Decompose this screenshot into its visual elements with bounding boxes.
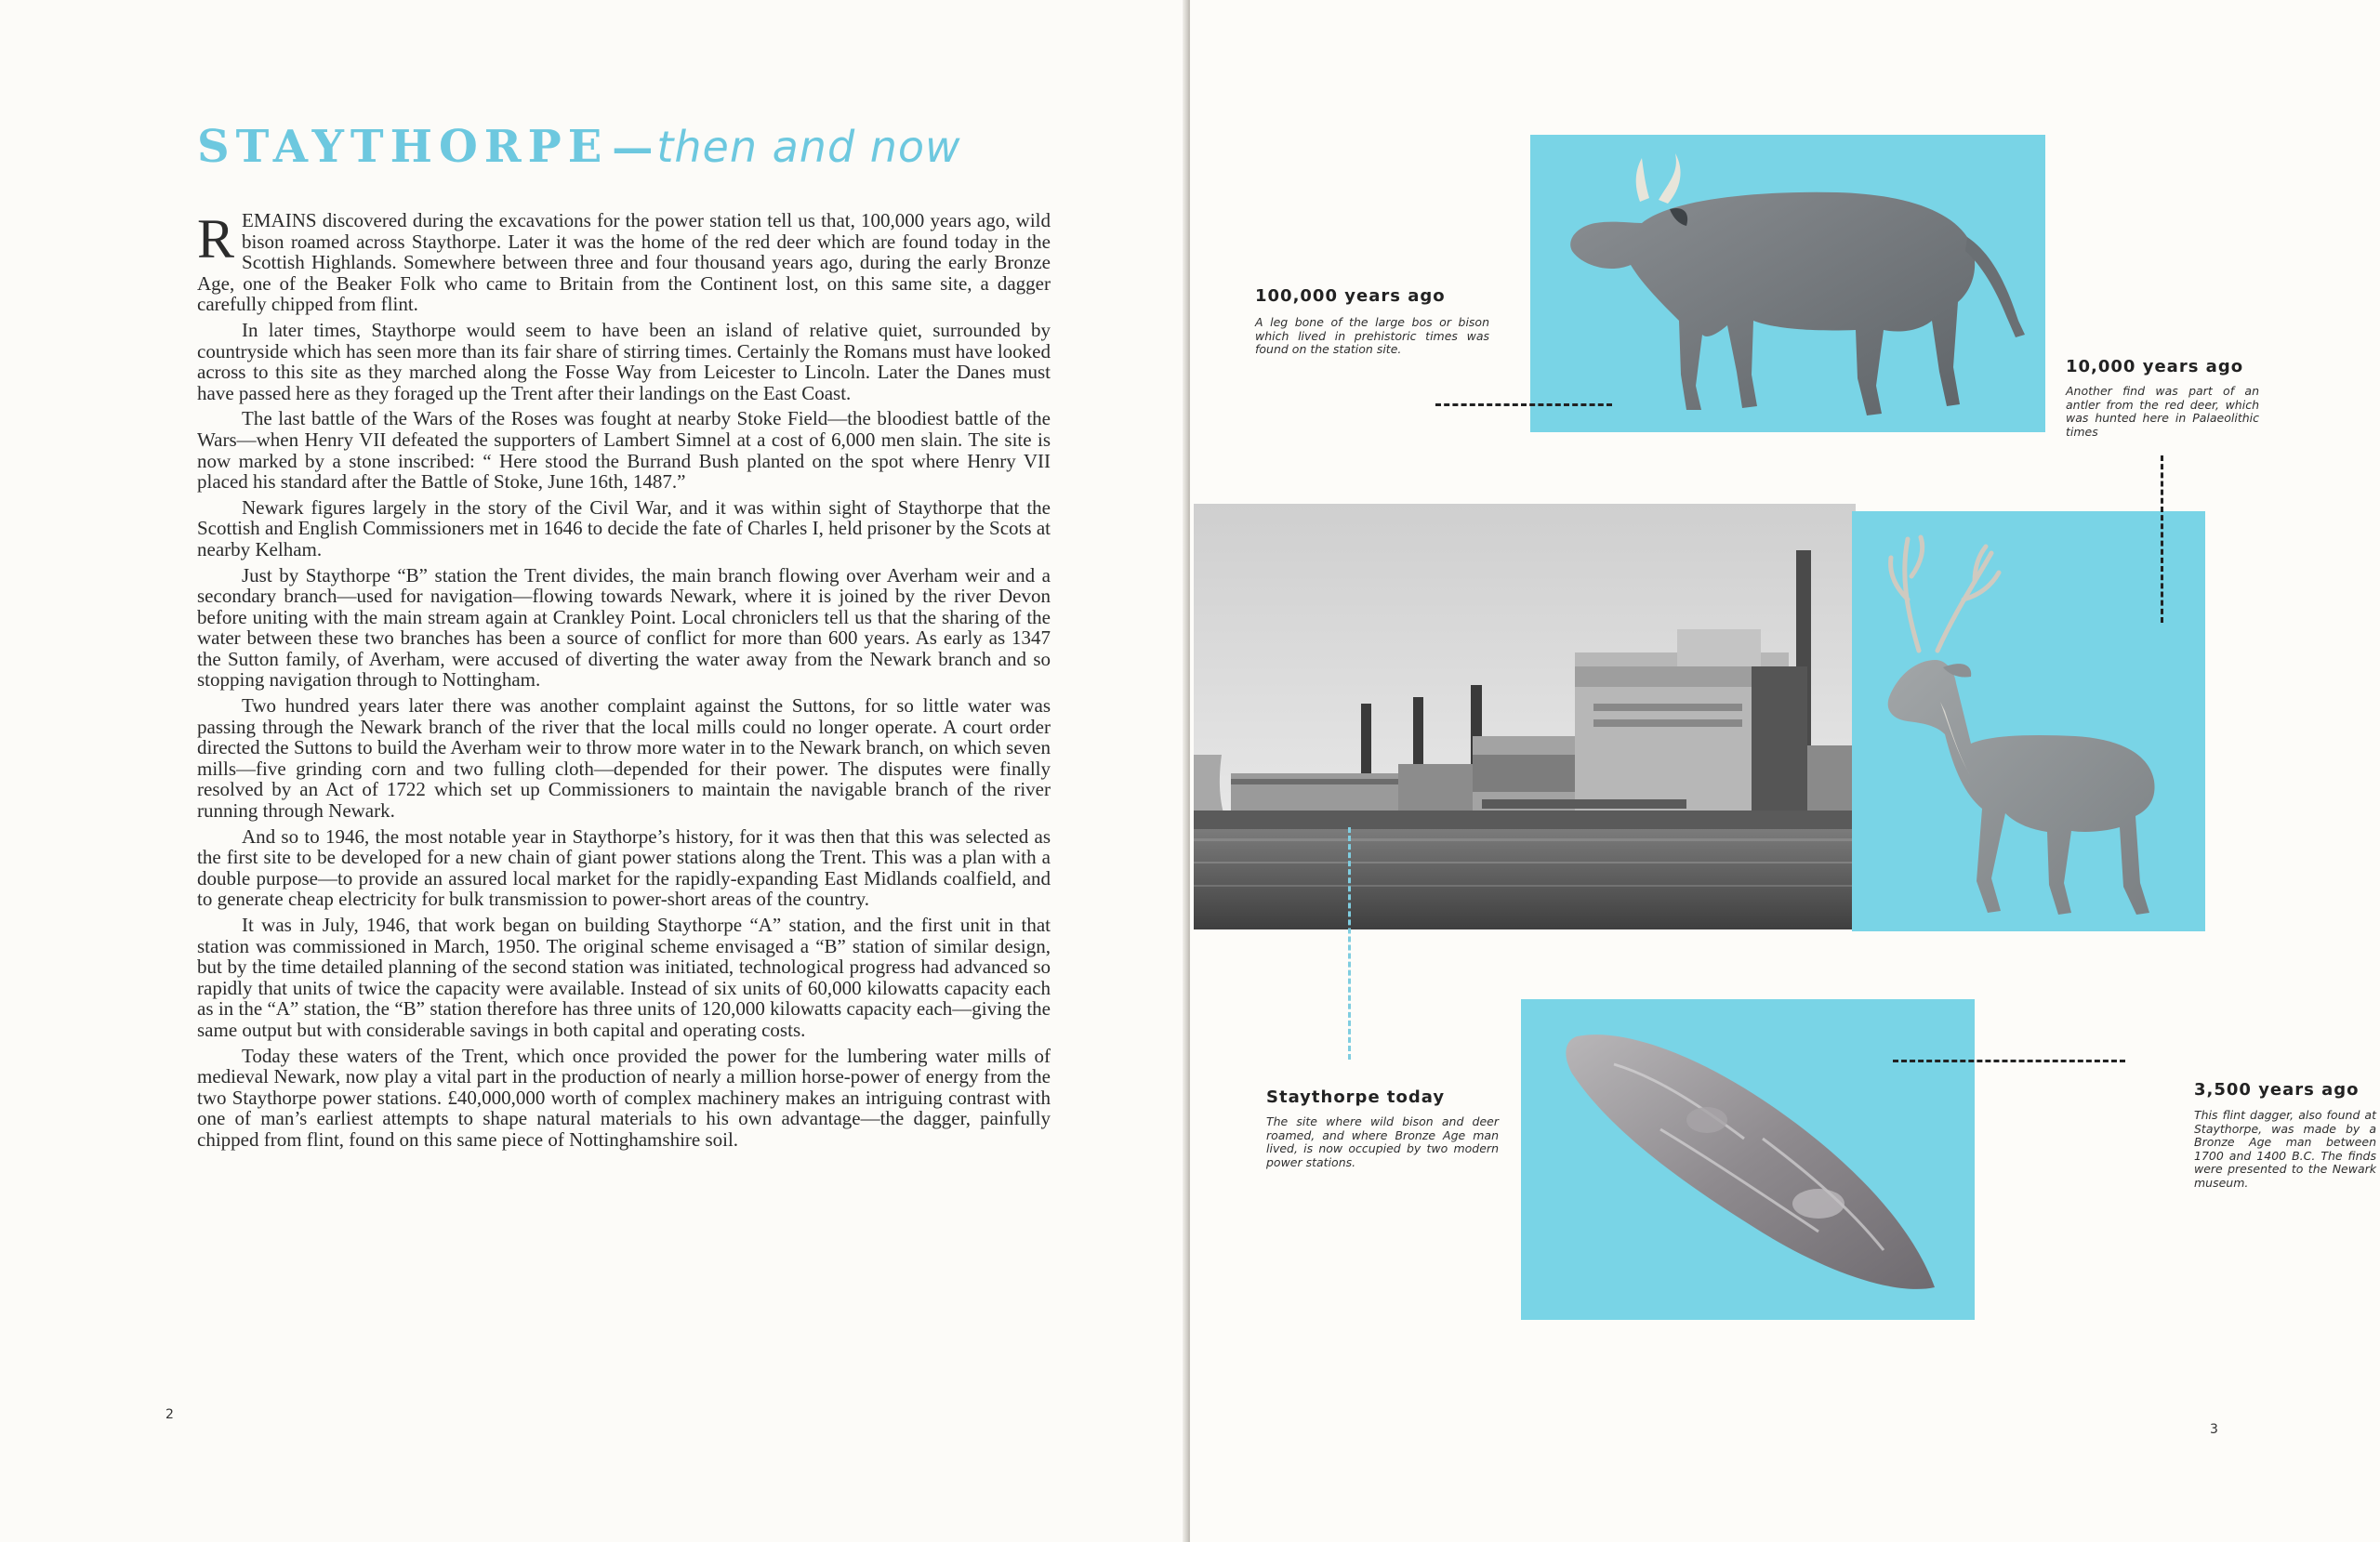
bison-figure-icon	[1530, 135, 2045, 432]
deer-figure-icon	[1852, 511, 2205, 931]
today-caption-text: The site where wild bison and deer roamed, and where Bronze Age man lived, is now occupied by two modern power stations.	[1266, 1114, 1499, 1169]
dagger-caption-heading: 3,500 years ago	[2194, 1080, 2360, 1100]
power-station-photo	[1194, 504, 1856, 929]
title-subtitle: then and now	[656, 122, 961, 172]
title-main: STAYTHORPE	[197, 121, 609, 173]
paragraph-3: The last battle of the Wars of the Roses was fought at nearby Stoke Field—the bloodiest battle of the Wars—when Henry VII defeated the supporters of Lambert Simnel at a cost of 6,000 men slain. The site is now marked by a stone inscribed: “ Here stood the Burrand Bush planted on the spot where Henry VII placed his standard after the Battle of Stoke, June 16th, 1487.”	[197, 407, 1051, 494]
paragraph-7: And so to 1946, the most notable year in Staythorpe’s history, for it was then that this was selected as the first site to be developed for a new chain of giant power stations along the Trent. This was a plan with a double purpose—to provide an assured local market for the rapidly-expanding East Midlands coalfield, and to generate cheap electricity for bulk transmission to power-short areas of the country.	[197, 824, 1051, 911]
title-dash: —	[612, 125, 654, 172]
page-title	[197, 121, 961, 173]
article-body	[197, 210, 1051, 1155]
paragraph-8: It was in July, 1946, that work began on building Staythorpe “A” station, and the first unit in that station was commissioned in March, 1950. The original scheme envisaged a “B” station of similar design, but by the time detailed planning of the second station was initiated, technological progress had advanced so rapidly that units of twice the capacity were available. Instead of six units of 60,000 kilowatts capacity each as in the “A” station, the “B” station therefore has three units of 120,000 kilowatts capacity each—giving the same output but with considerable savings in both capital and operating costs.	[197, 914, 1051, 1041]
flint-dagger-icon	[1521, 999, 1975, 1320]
paragraph-6: Two hundred years later there was another complaint against the Suttons, for so little water was passing through the Newark branch of the river that the local mills could no longer operate. A court order directed the Suttons to build the Averham weir to throw more water in to the Newark branch, on which seven mills—five grinding corn and two fulling cloth—depended for their power. The disputes were finally resolved by an Act of 1722 which set up Commissioners to maintain the navigable branch of the river running through Newark.	[197, 694, 1051, 823]
today-caption-heading: Staythorpe today	[1266, 1087, 1446, 1107]
deer-photo	[1852, 511, 2205, 931]
dagger-photo	[1521, 999, 1975, 1320]
paragraph-4: Newark figures largely in the story of the Civil War, and it was within sight of Staythorpe that the Scottish and English Commissioners met in 1646 to decide the fate of Charles I, held prisoner by the Scots at nearby Kelham.	[197, 495, 1051, 560]
bison-photo	[1530, 135, 2045, 432]
power-station-icon	[1194, 504, 1856, 929]
drop-cap: R	[197, 208, 235, 270]
deer-leader-line	[2161, 455, 2163, 623]
page-number-right: 3	[2210, 1422, 2218, 1437]
paragraph-1-text: EMAINS discovered during the excavations for the power station tell us that, 100,000 years ago, wild bison roamed across Staythorpe. Later it was the home of the red deer which are found today in the Scottish Highlands. Somewhere between three and four thousand years ago, during the early Bronze Age, one of the Beaker Folk who came to Britain from the Continent lost, on this same site, a dagger carefully chipped from flint.	[197, 209, 1051, 316]
bison-leader-line	[1435, 403, 1612, 406]
today-leader-line	[1348, 827, 1351, 1060]
paragraph-1	[197, 210, 1051, 315]
left-page	[0, 0, 1186, 1542]
bison-caption-text: A leg bone of the large bos or bison which lived in prehistoric times was found on the station site.	[1255, 315, 1489, 356]
deer-caption-text: Another find was part of an antler from the red deer, which was hunted here in Palaeolithic times	[2066, 384, 2259, 439]
bison-caption-heading: 100,000 years ago	[1255, 286, 1446, 306]
paragraph-9: Today these waters of the Trent, which once provided the power for the lumbering water mills of medieval Newark, now play a vital part in the production of nearly a million horse-power of energy from the two Staythorpe power stations. £40,000,000 worth of complex machinery makes an intriguing contrast with one of man’s earliest attempts to shape natural materials to his own advantage—the dagger, painfully chipped from flint, found on this same piece of Nottinghamshire soil.	[197, 1044, 1051, 1151]
deer-caption-heading: 10,000 years ago	[2066, 357, 2244, 376]
dagger-caption-text: This flint dagger, also found at Staythorpe, was made by a Bronze Age man between 1700 and 1400 B.C. The finds were presented to the Newark museum.	[2194, 1108, 2376, 1190]
paragraph-2: In later times, Staythorpe would seem to have been an island of relative quiet, surrounded by countryside which has seen more than its fair share of stirring times. Certainly the Romans must have looked across to this site as they marched along the Fosse Way from Leicester to Lincoln. Later the Danes must have passed here as they foraged up the Trent after their landings on the East Coast.	[197, 318, 1051, 404]
page-number-left: 2	[165, 1407, 174, 1422]
dagger-leader-line	[1893, 1060, 2125, 1062]
right-page	[1190, 0, 2380, 1542]
paragraph-5: Just by Staythorpe “B” station the Trent divides, the main branch flowing over Averham weir and a secondary branch—used for navigation—flowing towards Newark, where it is joined by the river Devon before uniting with the main stream again at Crankley Point. Local chroniclers tell us that the sharing of the water between these two branches has been a source of conflict for more than 600 years. As early as 1347 the Sutton family, of Averham, were accused of diverting the water away from the Newark branch and so stopping navigation through to Nottingham.	[197, 563, 1051, 692]
